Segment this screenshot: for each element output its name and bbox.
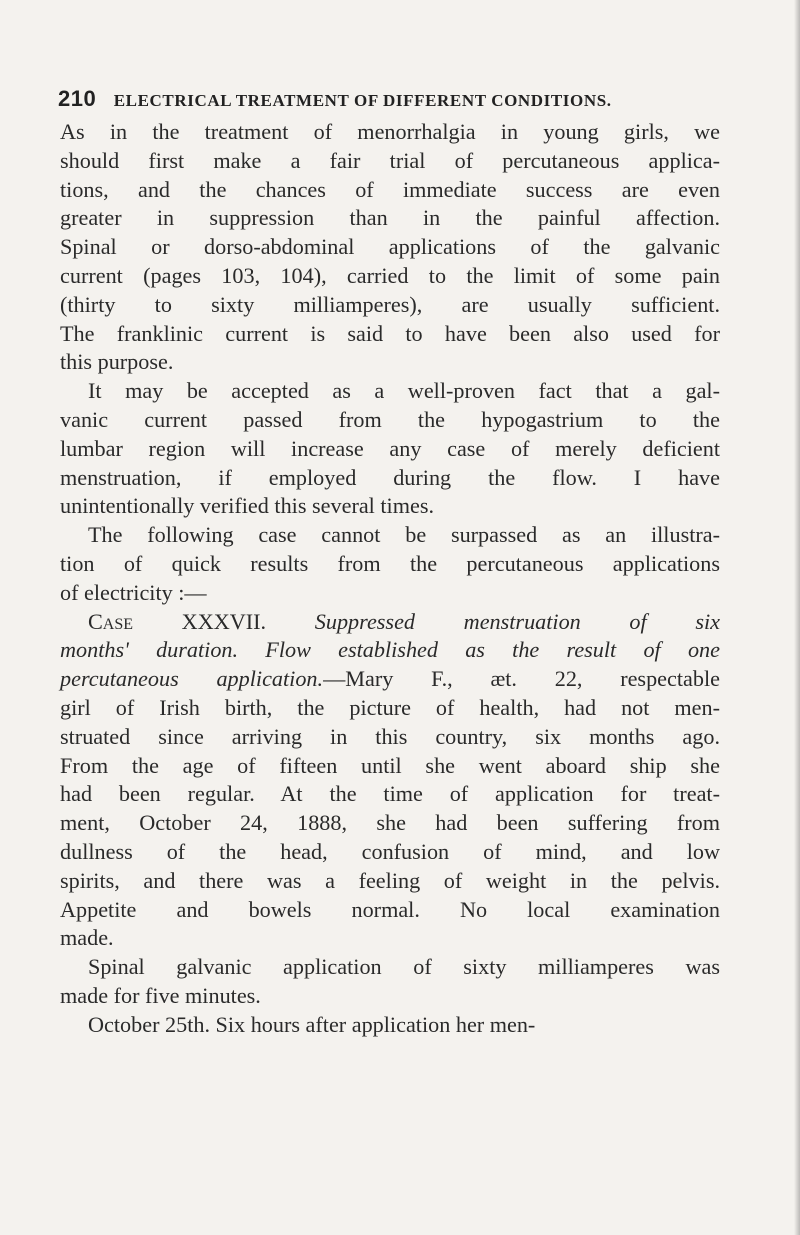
body-text	[60, 118, 720, 1040]
text-line: The following case cannot be surpassed as an illustra-	[88, 522, 720, 548]
text-line: tion of quick results from the percutaneous applications	[60, 550, 720, 576]
text-line: unintentionally verified this several times.	[60, 493, 435, 519]
case-title: Suppressed menstruation of six	[314, 608, 720, 634]
text-line: dullness of the head, confusion of mind, and low	[60, 838, 720, 864]
text-line: menstruation, if employed during the flow. I have	[60, 464, 720, 490]
text-line: should first make a fair trial of percutaneous applica-	[60, 147, 720, 173]
text-line: made.	[60, 925, 114, 951]
running-header	[58, 86, 738, 112]
text-line: this purpose.	[60, 349, 174, 375]
text-line: (thirty to sixty milliamperes), are usually sufficient.	[60, 291, 720, 317]
text-line: ment, October 24, 1888, she had been suffering from	[60, 810, 720, 836]
text-line: of electricity :—	[60, 579, 207, 605]
text-line: struated since arriving in this country, six months ago.	[60, 723, 720, 749]
text-line: Spinal or dorso-abdominal applications of the galvanic	[60, 234, 720, 260]
text-line: It may be accepted as a well-proven fact that a gal-	[88, 378, 720, 404]
text-line: vanic current passed from the hypogastrium to the	[60, 406, 720, 432]
text-line: spirits, and there was a feeling of weight in the pelvis.	[60, 867, 720, 893]
text-line: made for five minutes.	[60, 982, 261, 1008]
text-line: lumbar region will increase any case of merely deficient	[60, 435, 720, 461]
case-title: percutaneous application.	[60, 666, 324, 692]
text-line: From the age of fifteen until she went aboard ship she	[60, 752, 720, 778]
page-number: 210	[58, 86, 97, 111]
text-line: greater in suppression than in the painful affection.	[60, 205, 720, 231]
case-text: —Mary F., æt. 22, respectable	[323, 666, 720, 692]
case-label: Case XXXVII.	[88, 608, 267, 634]
running-title: ELECTRICAL TREATMENT OF DIFFERENT CONDITIONS.	[113, 91, 612, 110]
case-title-line: months' duration. Flow established as the result of one	[60, 637, 720, 663]
text-line: October 25th. Six hours after application her men-	[88, 1011, 536, 1037]
text-line	[60, 665, 720, 694]
text-line: current (pages 103, 104), carried to the limit of some pain	[60, 262, 720, 288]
page-edge-shadow	[794, 0, 800, 1235]
text-line: tions, and the chances of immediate success are even	[60, 176, 720, 202]
text-line: Spinal galvanic application of sixty milliamperes was	[88, 954, 720, 980]
text-line: girl of Irish birth, the picture of health, had not men-	[60, 694, 720, 720]
text-line: had been regular. At the time of application for treat-	[60, 781, 720, 807]
text-line: Appetite and bowels normal. No local examination	[60, 896, 720, 922]
case-heading-line	[60, 608, 720, 637]
text-line: As in the treatment of menorrhalgia in young girls, we	[60, 119, 720, 144]
text-line: The franklinic current is said to have been also used for	[60, 320, 720, 346]
